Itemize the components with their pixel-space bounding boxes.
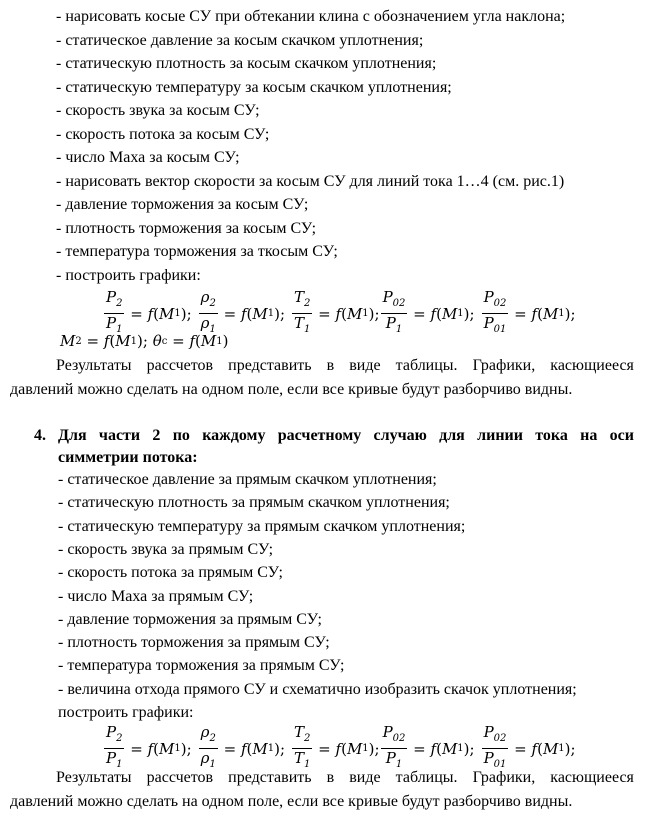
paren: ( [436, 739, 442, 758]
section4-heading-line2: симметрии потока: [58, 449, 198, 466]
m-sub: 1 [558, 308, 565, 319]
word: 2 [152, 427, 161, 444]
word: случаю [373, 427, 427, 444]
fraction-numerator [199, 288, 218, 313]
word: Результаты [56, 769, 132, 786]
word: по [172, 427, 190, 444]
fraction [199, 723, 218, 774]
word: представить [228, 769, 312, 786]
denominator-symbol: T [294, 314, 305, 332]
f-symbol: f [240, 304, 247, 323]
results-note-1-line2: давлений можно сделать на одном поле, если все кривые будут разборчиво видны. [10, 381, 573, 398]
m1-sub-2: 1 [216, 335, 223, 347]
list-item: - статическое давление за прямым скачком уплотнения; [58, 471, 437, 488]
m1-symbol: M [115, 332, 131, 350]
paren: ( [246, 304, 253, 323]
word: касющиееся [550, 357, 634, 374]
fraction-denominator [482, 314, 509, 339]
word: виде [349, 357, 381, 374]
word: виде [349, 769, 381, 786]
word: в [326, 357, 335, 374]
numerator-symbol: P [483, 288, 494, 306]
m1-symbol-2: M [200, 332, 217, 350]
denominator-symbol: P [483, 314, 494, 332]
equals-sign: = [509, 304, 532, 323]
fraction-denominator [292, 314, 312, 339]
paren: ( [341, 304, 347, 323]
equals-sign: = [313, 304, 336, 323]
denominator-sub: 1 [304, 324, 311, 335]
list-item: - статическую плотность за прямым скачком уплотнения; [58, 494, 450, 512]
m-sub: 1 [267, 743, 275, 754]
numerator-sub: 2 [209, 298, 216, 309]
f-symbol: f [147, 739, 154, 758]
list-item: - нарисовать косые СУ при обтекании клина с обозначением угла наклона; [56, 8, 566, 25]
paren-semicolon: ); [463, 304, 475, 323]
word: линии [477, 427, 523, 444]
m2-sub: 2 [75, 335, 82, 347]
f-symbol: f [430, 739, 437, 758]
paren: ( [537, 304, 543, 323]
m-sub: 1 [362, 743, 369, 754]
f-symbol: f [335, 739, 342, 758]
numerator-symbol: P [382, 723, 393, 741]
numerator-symbol: ρ [200, 723, 210, 741]
numerator-sub: 02 [392, 298, 406, 309]
word: таблицы. [395, 357, 458, 374]
paren: ( [537, 739, 543, 758]
fraction-numerator [482, 288, 509, 313]
denominator-symbol: T [294, 749, 305, 767]
f-symbol: f [103, 332, 110, 350]
f-symbol: f [430, 304, 437, 323]
list-item: - нарисовать вектор скорости за косым СУ для линий тока 1…4 (см. рис.1) [56, 172, 565, 190]
word: в [326, 769, 335, 786]
denominator-sub: 1 [304, 759, 311, 770]
numerator-sub: 2 [116, 298, 123, 309]
list-item: - статическую плотность за косым скачком уплотнения; [56, 55, 437, 72]
numerator-sub: 2 [209, 733, 216, 744]
m2-symbol: M [60, 332, 76, 350]
denominator-sub: 01 [493, 324, 507, 335]
paren: ( [153, 739, 159, 758]
numerator-symbol: ρ [200, 288, 210, 306]
m-symbol: M [159, 304, 175, 323]
fraction-numerator [381, 288, 408, 313]
denominator-symbol: ρ [200, 749, 210, 767]
word: оси [609, 427, 634, 444]
word: тока [535, 427, 568, 444]
word: Графики, [472, 769, 536, 786]
formula-mach-theta: M 2 = f ( M 1 ); θ c = f ( M 1 ) [60, 332, 229, 350]
f-symbol: f [240, 739, 247, 758]
denominator-sub: 1 [209, 324, 216, 335]
fraction-numerator [292, 723, 312, 748]
numerator-symbol: T [294, 288, 305, 306]
fraction-denominator [384, 314, 404, 339]
denominator-sub: 1 [116, 759, 123, 770]
list-item: - температура торможения за ткосым СУ; [56, 243, 338, 260]
m-symbol: M [252, 304, 268, 323]
list-item: - скорость потока за косым СУ; [56, 125, 270, 143]
fraction-numerator [199, 723, 218, 748]
paren-semicolon: ); [180, 304, 192, 323]
denominator-sub: 1 [395, 759, 403, 770]
paren: ( [341, 739, 347, 758]
f-symbol: f [335, 304, 342, 323]
results-note-2-line1 [56, 768, 634, 788]
numerator-sub: 02 [392, 733, 406, 744]
m-sub: 1 [457, 743, 464, 754]
numerator-sub: 2 [116, 733, 123, 744]
paren-semicolon: ); [274, 739, 286, 758]
denominator-symbol: P [106, 314, 117, 332]
m-sub: 1 [267, 308, 275, 319]
denominator-symbol: P [385, 314, 396, 332]
equals-sign: = [408, 739, 431, 758]
paren: ( [436, 304, 442, 323]
m-symbol: M [542, 739, 559, 758]
list-item: - давление торможения за косым СУ; [56, 196, 309, 213]
f-symbol: f [531, 739, 538, 758]
word: для [439, 427, 465, 444]
paren: ( [153, 304, 159, 323]
word: Для [58, 427, 87, 444]
list-item: - давление торможения за прямым СУ; [58, 610, 322, 628]
fraction [292, 723, 312, 774]
m1-sub: 1 [130, 335, 137, 347]
equals-sign: = [408, 304, 431, 323]
word: касющиееся [550, 769, 634, 786]
fraction [482, 288, 509, 339]
m-symbol: M [542, 304, 559, 323]
numerator-symbol: P [382, 288, 393, 306]
list-item: - температура торможения за прямым СУ; [58, 657, 345, 675]
section4-number: 4. [34, 427, 46, 444]
denominator-sub: 1 [209, 759, 216, 770]
word: части [98, 427, 141, 444]
list-item: - статическое давление за косым скачком уплотнения; [56, 31, 424, 49]
numerator-symbol: P [483, 723, 494, 741]
equals-sign: = [125, 304, 148, 323]
fraction [381, 288, 408, 339]
denominator-sub: 1 [395, 324, 403, 335]
paren-semicolon: ); [564, 739, 576, 758]
m-symbol: M [159, 739, 175, 758]
word: таблицы. [395, 769, 458, 786]
list-item: - статическую температуру за прямым скачком уплотнения; [58, 517, 466, 535]
list-item: - скорость звука за прямым СУ; [58, 540, 274, 558]
f-symbol: f [147, 304, 154, 323]
paren-semicolon: ); [368, 739, 380, 758]
denominator-symbol: P [106, 749, 117, 767]
m-symbol: M [252, 739, 268, 758]
results-note-1-line1 [56, 356, 634, 376]
fraction [482, 723, 509, 774]
word: представить [228, 357, 312, 374]
denominator-symbol: P [385, 749, 396, 767]
numerator-symbol: P [106, 288, 117, 306]
theta-sub: c [161, 335, 168, 347]
m-sub: 1 [362, 308, 369, 319]
m-symbol: M [346, 739, 363, 758]
fraction [381, 723, 408, 774]
denominator-sub: 1 [116, 324, 123, 335]
m-symbol: M [346, 304, 363, 323]
paren-semicolon: ); [463, 739, 475, 758]
theta-symbol: θ [152, 332, 162, 350]
paren-semicolon: ); [180, 739, 192, 758]
equals-sign: = [218, 739, 241, 758]
paren-semicolon: ); [564, 304, 576, 323]
numerator-sub: 02 [493, 298, 507, 309]
numerator-sub: 2 [304, 298, 311, 309]
word: рассчетов [146, 357, 214, 374]
word: Графики, [472, 357, 536, 374]
list-item: - величина отхода прямого СУ и схематично изобразить скачок уплотнения; [58, 680, 577, 698]
numerator-sub: 2 [304, 733, 311, 744]
list-item: - число Маха за косым СУ; [56, 149, 240, 166]
paren: ( [246, 739, 253, 758]
fraction-numerator [482, 723, 509, 748]
paren-semicolon: ); [274, 304, 286, 323]
equals-sign: = [218, 304, 241, 323]
word: Результаты [56, 357, 132, 374]
equals-sign: = [313, 739, 336, 758]
word: рассчетов [146, 769, 214, 786]
fraction-numerator [104, 288, 124, 313]
m-symbol: M [441, 304, 458, 323]
f-symbol: f [531, 304, 538, 323]
section4-heading-line1 [58, 426, 634, 446]
list-item: - плотность торможения за косым СУ; [56, 219, 317, 237]
fraction-numerator [381, 723, 408, 748]
numerator-symbol: P [106, 723, 117, 741]
numerator-sub: 02 [493, 733, 507, 744]
list-item: - скорость потока за прямым СУ; [58, 564, 283, 582]
f-symbol-2: f [189, 332, 195, 350]
fraction-numerator [104, 723, 124, 748]
word: на [580, 427, 598, 444]
numerator-symbol: T [294, 723, 305, 741]
fraction-numerator [292, 288, 312, 313]
list-item: построить графики: [58, 704, 194, 721]
equals-sign: = [509, 739, 532, 758]
formula-graphs-2 [103, 723, 576, 774]
m-sub: 1 [558, 743, 565, 754]
paren-semicolon: ); [368, 304, 380, 323]
denominator-symbol: P [483, 749, 494, 767]
m-symbol: M [441, 739, 458, 758]
m-sub: 1 [457, 308, 464, 319]
results-note-2-line2: давлений можно сделать на одном поле, если все кривые будут разборчиво видны. [10, 793, 573, 810]
denominator-symbol: ρ [200, 314, 210, 332]
list-item: - плотность торможения за прямым СУ; [58, 634, 330, 652]
list-item: - построить графики: [56, 266, 201, 284]
list-item: - число Маха за прямым СУ; [58, 587, 254, 605]
fraction [292, 288, 312, 339]
word: расчетному [277, 427, 362, 444]
denominator-sub: 01 [493, 759, 507, 770]
list-item: - статическую температуру за косым скачком уплотнения; [56, 78, 452, 96]
equals-sign: = [125, 739, 148, 758]
fraction [104, 723, 124, 774]
m-sub: 1 [174, 308, 181, 319]
m-sub: 1 [174, 743, 181, 754]
word: каждому [202, 427, 266, 444]
list-item: - скорость звука за косым СУ; [56, 102, 260, 119]
